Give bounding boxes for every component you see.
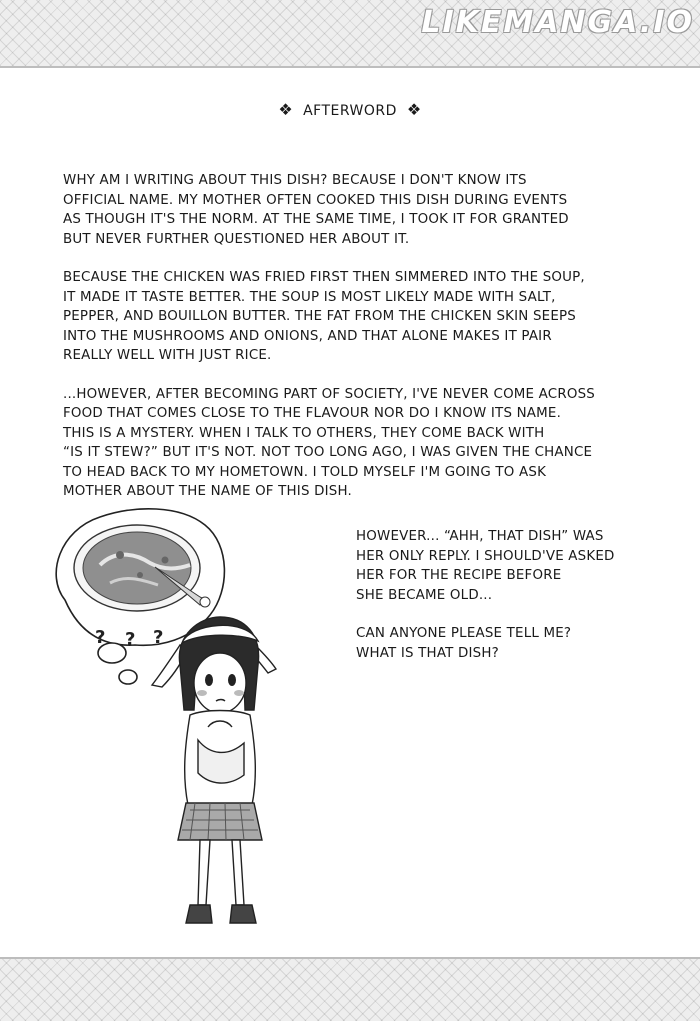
- paragraph-1: WHY AM I WRITING ABOUT THIS DISH? BECAUSE I DON'T KNOW ITS OFFICIAL NAME. MY MOTHER OFTEN COOKED THIS DISH DURING EVENTS AS THOUGH IT'S THE NORM. AT THE SAME TIME, I TOOK IT FOR GRANTED BUT NEVER FURTHER QUESTIONED HER ABOUT IT.: [63, 173, 569, 247]
- ornament-right-icon: ❖: [406, 100, 422, 119]
- header-pattern-band: [0, 0, 700, 68]
- side-paragraph-2: CAN ANYONE PLEASE TELL ME? WHAT IS THAT DISH?: [356, 626, 572, 661]
- question-mark-1: ?: [95, 627, 106, 648]
- question-mark-3: ?: [153, 627, 164, 648]
- paragraph-3: ...HOWEVER, AFTER BECOMING PART OF SOCIETY, I'VE NEVER COME ACROSS FOOD THAT COMES CLOSE TO THE FLAVOUR NOR DO I KNOW ITS NAME. THIS IS A MYSTERY. WHEN I TALK TO OTHERS, THEY COME BACK WITH “IS IT STEW?” BUT IT'S NOT. NOT TOO LONG AGO, I WAS GIVEN THE CHANCE TO HEAD BACK TO MY HOMETOWN. I TOLD MYSELF I'M GOING TO ASK MOTHER ABOUT THE NAME OF THIS DISH.: [63, 386, 595, 499]
- question-mark-2: ?: [125, 629, 136, 650]
- ornament-left-icon: ❖: [278, 100, 294, 119]
- girl-with-thought-bubble-illustration: [40, 505, 320, 945]
- afterword-heading: [0, 100, 700, 119]
- site-watermark: LIKEMANGA.IO: [421, 5, 694, 40]
- side-paragraph-1: HOWEVER... “AHH, THAT DISH” WAS HER ONLY REPLY. I SHOULD'VE ASKED HER FOR THE RECIPE BEFORE SHE BECAME OLD...: [356, 529, 615, 603]
- footer-pattern-band: [0, 957, 700, 1021]
- side-column: [356, 527, 686, 682]
- afterword-title: AFTERWORD: [303, 103, 397, 119]
- paragraph-2: BECAUSE THE CHICKEN WAS FRIED FIRST THEN SIMMERED INTO THE SOUP, IT MADE IT TASTE BETTER. THE SOUP IS MOST LIKELY MADE WITH SALT, PEPPER, AND BOUILLON BUTTER. THE FAT FROM THE CHICKEN SKIN SEEPS INTO THE MUSHROOMS AND ONIONS, AND THAT ALONE MAKES IT PAIR REALLY WELL WITH JUST RICE.: [63, 270, 585, 363]
- girl-figure: [152, 617, 276, 923]
- afterword-body: [63, 171, 663, 521]
